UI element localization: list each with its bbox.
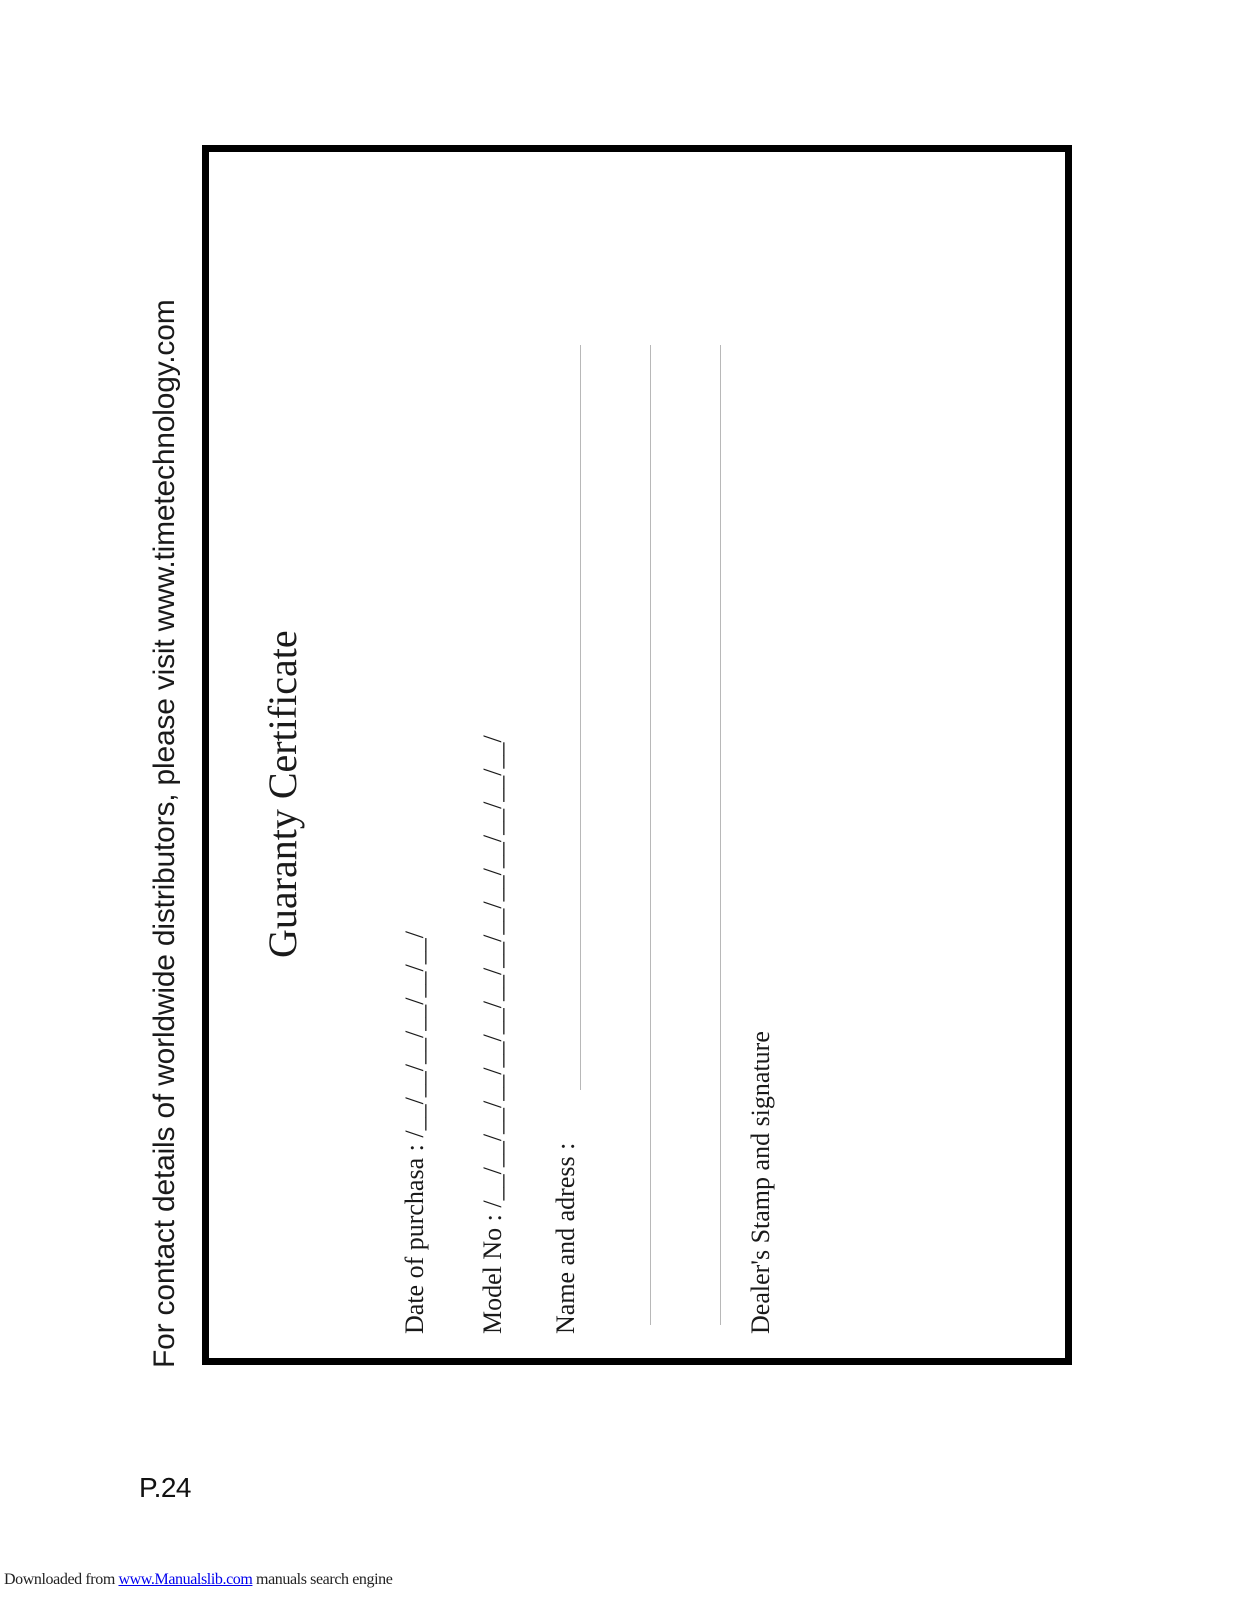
manualslib-link[interactable]: www.Manualslib.com bbox=[118, 1571, 253, 1588]
certificate-title: Guaranty Certificate bbox=[260, 630, 305, 958]
date-of-purchase-field[interactable]: Date of purchasa : /__/__/__/__/__/__/ bbox=[400, 931, 429, 1334]
name-address-line-3[interactable] bbox=[720, 345, 721, 1325]
contact-note: For contact details of worldwide distributors, please visit www.timetechnology.com bbox=[148, 299, 181, 1368]
name-address-line-2[interactable] bbox=[650, 345, 651, 1325]
dealer-stamp-label: Dealer's Stamp and signature bbox=[746, 1031, 775, 1334]
name-address-line-1[interactable] bbox=[580, 345, 581, 1090]
download-footer bbox=[4, 1571, 392, 1589]
footer-prefix: Downloaded from bbox=[4, 1571, 119, 1588]
certificate-frame bbox=[202, 145, 1072, 1365]
page-number: P.24 bbox=[139, 1472, 191, 1503]
footer-suffix: manuals search engine bbox=[252, 1571, 393, 1588]
name-and-address-label: Name and adress : bbox=[551, 1142, 580, 1334]
model-number-field[interactable]: Model No : /__/__/__/__/__/__/__/__/__/__/__/__/__/__/ bbox=[478, 735, 507, 1334]
